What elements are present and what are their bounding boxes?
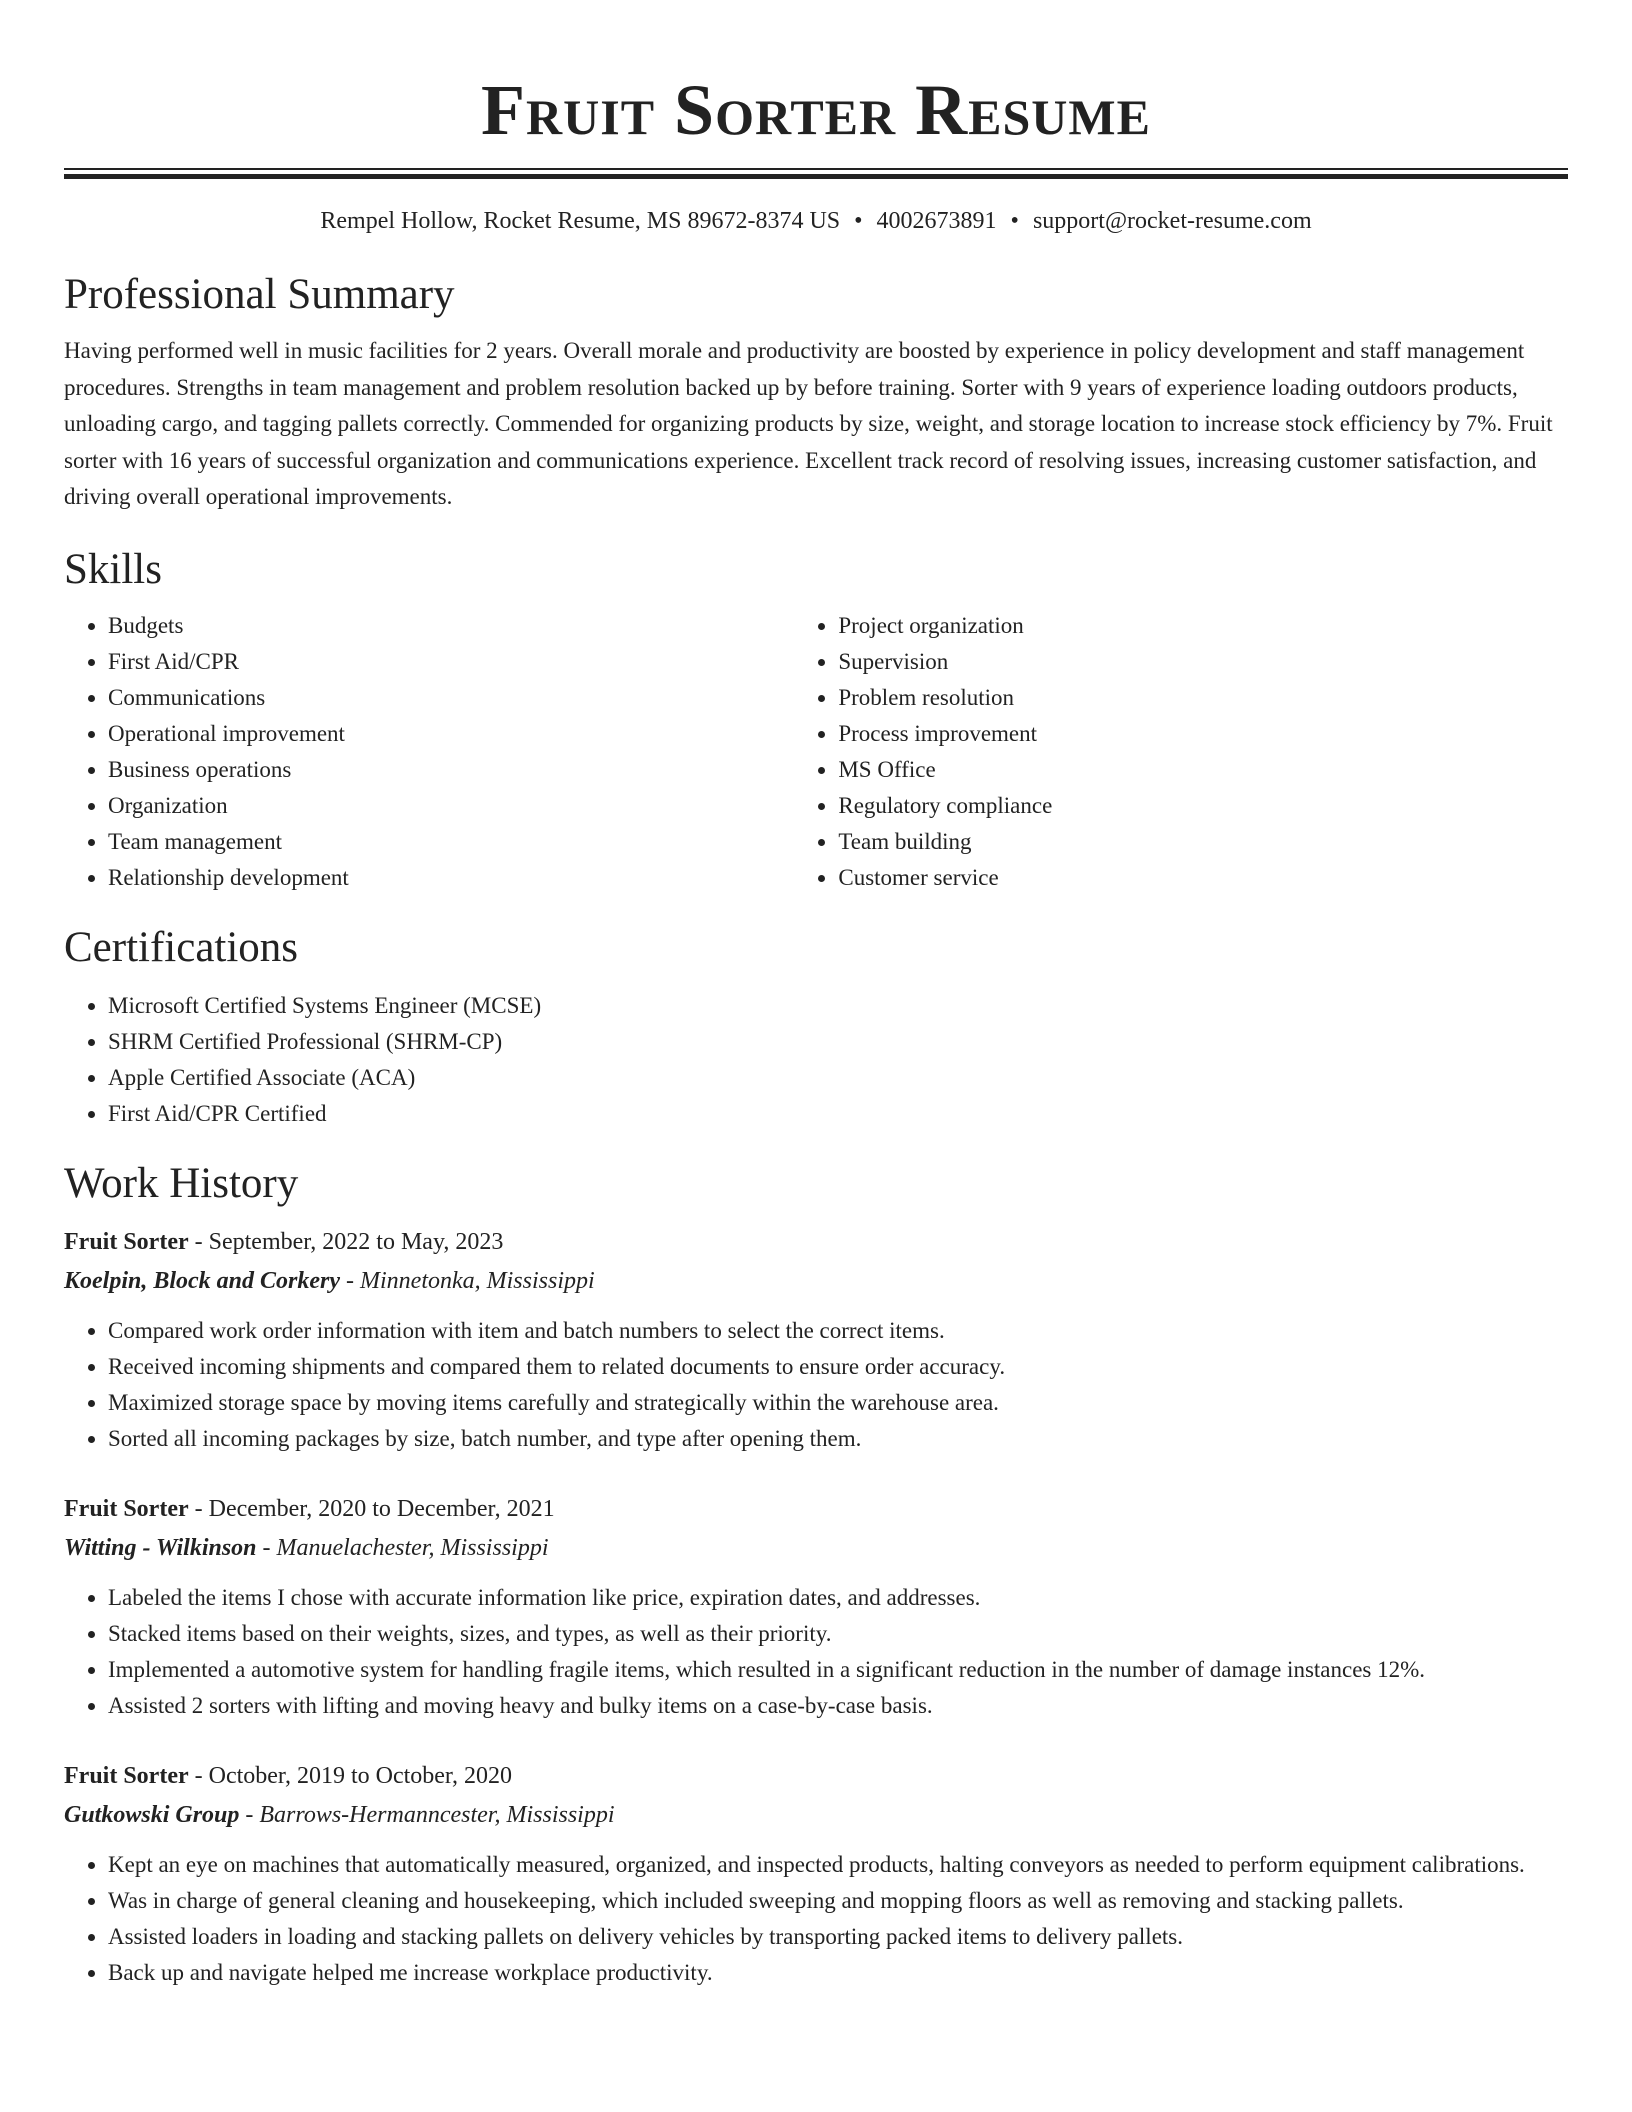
skills-column-right [794, 608, 1568, 896]
title-divider [64, 168, 1568, 179]
skill-item: • Organization [108, 788, 794, 824]
summary-text: Having performed well in music facilities for 2 years. Overall morale and productivity are boosted by experience in policy development and staff management procedures. Strengths in team management and problem resolution backed up by before training. Sorter with 9 years of experience loading outdoors products, unloading cargo, and tagging pallets correctly. Commended for organizing products by size, weight, and storage location to increase stock efficiency by 7%. Fruit sorter with 16 years of successful organization and communications experience. Excellent track record of resolving issues, increasing customer satisfaction, and driving overall operational improvements. [64, 338, 1553, 509]
job-company-line [64, 1530, 1568, 1566]
job-entry [64, 1491, 1568, 1724]
skill-item: • Customer service [838, 860, 1568, 896]
job-bullet: • Maximized storage space by moving items carefully and strategically within the warehouse area. [108, 1385, 1568, 1421]
job-bullet: • Back up and navigate helped me increase workplace productivity. [108, 1955, 1568, 1991]
job-bullet: • Received incoming shipments and compared them to related documents to ensure order accuracy. [108, 1349, 1568, 1385]
job-entry [64, 1758, 1568, 1991]
certification-item: • Microsoft Certified Systems Engineer (MCSE) [108, 988, 1568, 1024]
job-company-line [64, 1797, 1568, 1833]
skill-item: • Budgets [108, 608, 794, 644]
summary-heading: Professional Summary [64, 271, 455, 318]
skill-item: • Relationship development [108, 860, 794, 896]
job-title-line [64, 1758, 1568, 1794]
certification-item: • SHRM Certified Professional (SHRM-CP) [108, 1024, 1568, 1060]
skill-item: • Supervision [838, 644, 1568, 680]
job-bullet: • Implemented a automotive system for handling fragile items, which resulted in a significant reduction in the number of damage instances 12%. [108, 1652, 1568, 1688]
job-location: - Minnetonka, Mississippi [340, 1267, 595, 1294]
contact-address: Rempel Hollow, Rocket Resume, MS 89672-8374 US [320, 208, 841, 234]
job-bullet: • Labeled the items I chose with accurate information like price, expiration dates, and addresses. [108, 1580, 1568, 1616]
job-location: - Manuelachester, Mississippi [256, 1534, 549, 1561]
job-bullets [64, 1847, 1568, 1991]
job-company: Gutkowski Group [64, 1801, 240, 1828]
job-dates: - December, 2020 to December, 2021 [188, 1495, 555, 1522]
resume-title: Fruit Sorter Resume [481, 70, 1151, 150]
skill-item: • Operational improvement [108, 716, 794, 752]
job-bullets [64, 1313, 1568, 1457]
job-title: Fruit Sorter [64, 1228, 189, 1255]
contact-email: support@rocket-resume.com [1032, 208, 1312, 234]
certification-item: • First Aid/CPR Certified [108, 1096, 1568, 1132]
job-bullet: • Stacked items based on their weights, sizes, and types, as well as their priority. [108, 1616, 1568, 1652]
skills-heading: Skills [64, 545, 162, 593]
job-company-line [64, 1263, 1568, 1299]
job-bullet: • Was in charge of general cleaning and housekeeping, which included sweeping and mopping floors as well as removing and stacking pallets. [108, 1883, 1568, 1919]
job-title-line [64, 1491, 1568, 1527]
contact-line [64, 205, 1568, 237]
skill-item: • Project organization [838, 608, 1568, 644]
skill-item: • Business operations [108, 752, 794, 788]
job-dates: - September, 2022 to May, 2023 [188, 1228, 504, 1255]
contact-separator: • [854, 208, 863, 234]
skill-item: • Communications [108, 680, 794, 716]
job-dates: - October, 2019 to October, 2020 [188, 1762, 512, 1789]
job-bullet: • Kept an eye on machines that automatically measured, organized, and inspected products, halting conveyors as needed to perform equipment calibrations. [108, 1847, 1568, 1883]
skill-item: • Team building [838, 824, 1568, 860]
certifications-heading: Certifications [64, 923, 299, 971]
job-bullet: • Assisted 2 sorters with lifting and moving heavy and bulky items on a case-by-case basis. [108, 1688, 1568, 1724]
job-title-line [64, 1224, 1568, 1260]
resume-page [64, 0, 1568, 1991]
skill-item: • Team management [108, 824, 794, 860]
job-company: Koelpin, Block and Corkery [64, 1267, 341, 1294]
job-entry [64, 1224, 1568, 1457]
work-history-heading: Work History [64, 1159, 299, 1207]
skill-item: • MS Office [838, 752, 1568, 788]
job-title: Fruit Sorter [64, 1495, 189, 1522]
job-bullets [64, 1580, 1568, 1724]
job-bullet: • Assisted loaders in loading and stacking pallets on delivery vehicles by transporting packed items to delivery pallets. [108, 1919, 1568, 1955]
job-bullet: • Compared work order information with item and batch numbers to select the correct items. [108, 1313, 1568, 1349]
certification-item: • Apple Certified Associate (ACA) [108, 1060, 1568, 1096]
skill-item: • Regulatory compliance [838, 788, 1568, 824]
contact-separator: • [1010, 208, 1019, 234]
job-location: - Barrows-Hermanncester, Mississippi [239, 1801, 615, 1828]
job-title: Fruit Sorter [64, 1762, 189, 1789]
skill-item: • Problem resolution [838, 680, 1568, 716]
skill-item: • First Aid/CPR [108, 644, 794, 680]
job-bullet: • Sorted all incoming packages by size, batch number, and type after opening them. [108, 1421, 1568, 1457]
skill-item: • Process improvement [838, 716, 1568, 752]
skills-list [64, 608, 1568, 896]
certifications-list [64, 988, 1568, 1132]
skills-column-left [64, 608, 794, 896]
contact-phone: 4002673891 [876, 208, 997, 234]
job-company: Witting - Wilkinson [64, 1534, 257, 1561]
